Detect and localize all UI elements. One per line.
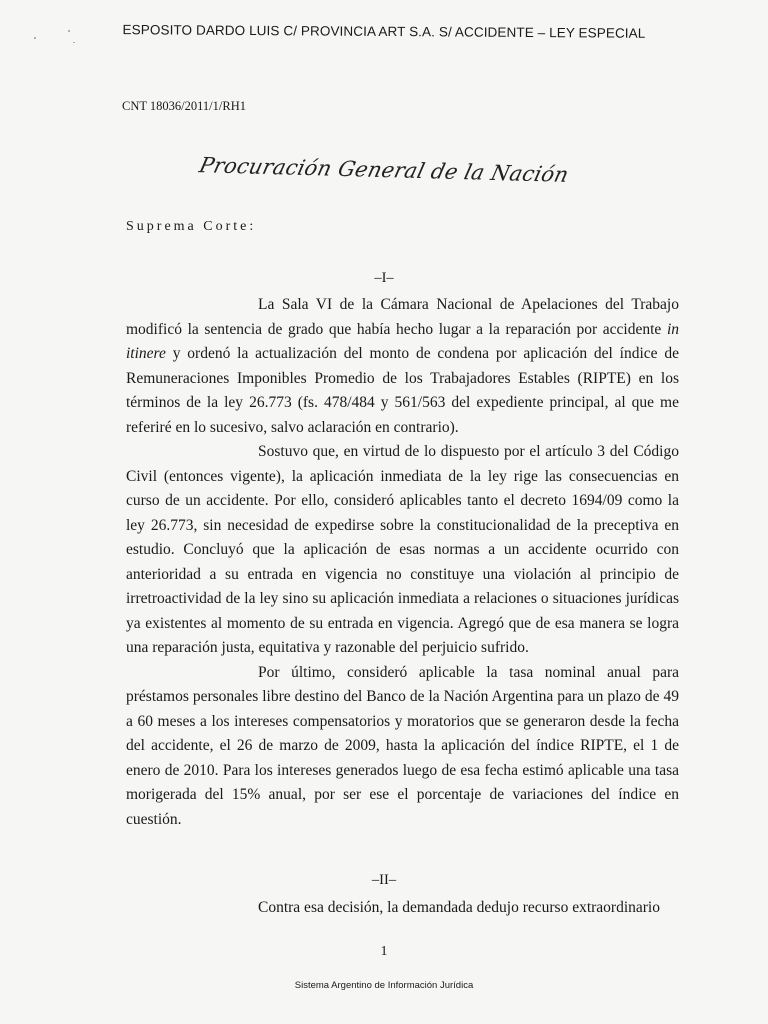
body-text-section-2 (126, 896, 679, 921)
case-number: CNT 18036/2011/1/RH1 (122, 99, 246, 113)
paragraph-1-lead: La Sala VI de la Cámara Nacional de Apelaciones del Trabajo modificó la sentencia de grado que había hecho lugar a la reparación por accidente (126, 296, 679, 338)
institution-seal-text: Procuración General de la Nación (196, 153, 572, 187)
section-heading-1: –I– (374, 270, 394, 286)
footer-source: Sistema Argentino de Información Jurídica (294, 980, 474, 991)
paragraph-1-emphasis: in itinere (126, 320, 679, 362)
document-header-title: ESPOSITO DARDO LUIS C/ PROVINCIA ART S.A. S/ ACCIDENTE – LEY ESPECIAL (122, 22, 646, 41)
paragraph-2: Sostuvo que, en virtud de lo dispuesto por el artículo 3 del Código Civil (entonces vigente), la aplicación inmediata de la ley rige las consecuencias en curso de un accidente. Por ello, consideró aplicables tanto el decreto 1694/09 como la ley 26.773, sin necesidad de expedirse sobre la constitucionalidad de la preceptiva en estudio. Concluyó que la aplicación de esas normas a un accidente ocurrido con anterioridad a su entrada en vigencia no constituye una violación al principio de irretroactividad de la ley sino su aplicación inmediata a relaciones o situaciones jurídicas ya existentes al momento de su entrada en vigencia. Agregó que de esa manera se logra una reparación justa, equitativa y razonable del perjuicio sufrido. (126, 443, 679, 656)
paragraph-4: Contra esa decisión, la demandada dedujo recurso extraordinario (258, 899, 660, 916)
body-text-section-1 (126, 293, 679, 832)
addressee: Suprema Corte: (126, 219, 257, 234)
paragraph-1 (126, 293, 679, 440)
section-heading-2: –II– (371, 872, 397, 888)
paragraph-1-tail: y ordenó la actualización del monto de condena por aplicación del índice de Remuneraciones Imponibles Promedio de los Trabajadores Estables (RIPTE) en los términos de la ley 26.773 (fs. 478/484 y 561/563 del expediente principal, al que me referiré en lo sucesivo, salvo aclaración en contrario). (126, 345, 679, 436)
page-number: 1 (380, 944, 388, 959)
paragraph-3: Por último, consideró aplicable la tasa nominal anual para préstamos personales libre destino del Banco de la Nación Argentina para un plazo de 49 a 60 meses a los intereses compensatorios y moratorios que se generaron desde la fecha del accidente, el 26 de marzo de 2009, hasta la aplicación del índice RIPTE, el 1 de enero de 2010. Para los intereses generados luego de esa fecha estimó aplicable una tasa morigerada del 15% anual, por ser ese el porcentaje de variaciones del índice en cuestión. (126, 663, 679, 828)
